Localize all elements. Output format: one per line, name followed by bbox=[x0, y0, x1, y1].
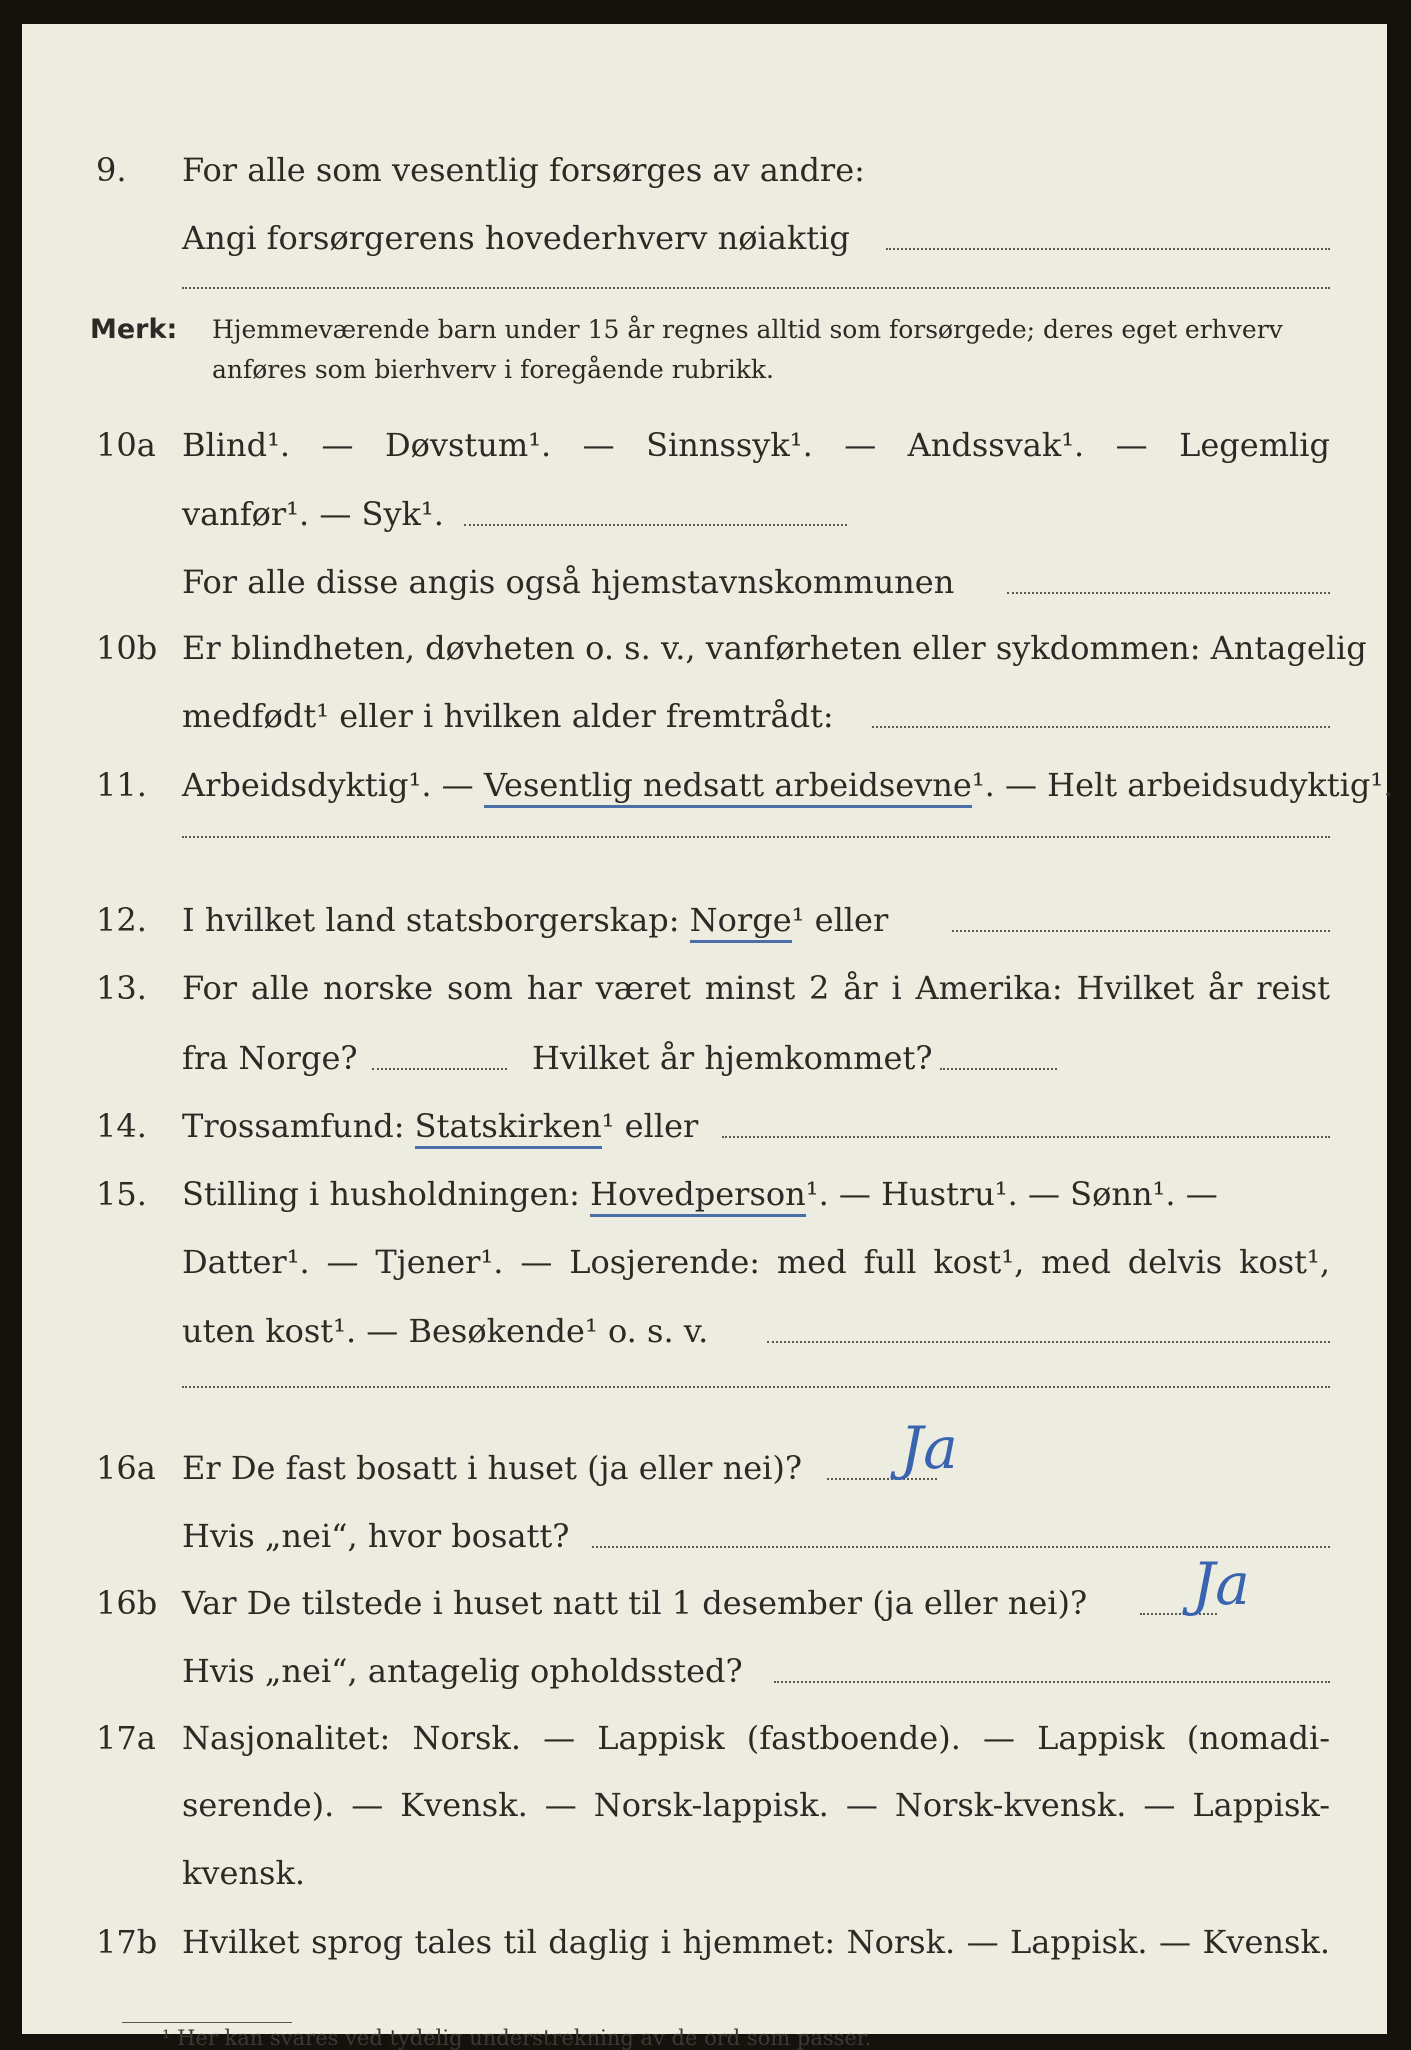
question-text bbox=[182, 765, 1393, 805]
question-number: 10b bbox=[96, 629, 158, 667]
option-text: Trossamfund: bbox=[182, 1107, 415, 1145]
option-text: ¹. — Hustru¹. — Sønn¹. — bbox=[805, 1175, 1218, 1213]
question-number: 15. bbox=[96, 1175, 147, 1213]
question-text: fra Norge? bbox=[182, 1039, 358, 1077]
answer-line[interactable] bbox=[952, 930, 1330, 932]
underlined-option: Statskirken bbox=[415, 1107, 602, 1149]
question-number: 13. bbox=[96, 969, 147, 1007]
question-text bbox=[182, 1174, 1218, 1214]
underlined-option: Vesentlig nedsatt arbeidsevne bbox=[484, 766, 972, 808]
question-number: 11. bbox=[96, 766, 147, 804]
answer-line[interactable] bbox=[1007, 592, 1330, 594]
question-number: 17b bbox=[96, 1923, 158, 1961]
question-number: 9. bbox=[96, 151, 127, 189]
question-text bbox=[182, 1106, 698, 1146]
question-text bbox=[182, 900, 888, 940]
question-number: 16a bbox=[96, 1449, 156, 1487]
answer-line[interactable] bbox=[592, 1546, 1330, 1548]
question-number: 16b bbox=[96, 1584, 158, 1622]
question-number: 17a bbox=[96, 1719, 156, 1757]
question-text: Hvilket sprog tales til daglig i hjemmet: Norsk. — Lappisk. — Kvensk. bbox=[182, 1923, 1330, 1961]
underlined-option: Hovedperson bbox=[590, 1175, 806, 1217]
underlined-option: Norge bbox=[690, 901, 792, 943]
question-text: Var De tilstede i huset natt til 1 desember (ja eller nei)? bbox=[182, 1584, 1088, 1622]
option-text: ¹. — Helt arbeidsudyktig¹. bbox=[971, 766, 1394, 804]
question-number: 14. bbox=[96, 1107, 147, 1145]
answer-line[interactable] bbox=[182, 287, 1330, 289]
answer-line[interactable] bbox=[722, 1136, 1330, 1138]
question-number: 12. bbox=[96, 901, 147, 939]
answer-line[interactable] bbox=[182, 1386, 1330, 1388]
answer-line[interactable] bbox=[774, 1681, 1330, 1683]
census-form-page bbox=[22, 24, 1394, 2050]
question-text: uten kost¹. — Besøkende¹ o. s. v. bbox=[182, 1312, 709, 1350]
merk-text: anføres som bierhverv i foregående rubrikk. bbox=[212, 355, 774, 384]
question-number: 10a bbox=[96, 426, 156, 464]
option-text: ¹ eller bbox=[791, 901, 889, 939]
handwritten-answer: Ja bbox=[1192, 1550, 1250, 1618]
answer-line[interactable] bbox=[767, 1341, 1330, 1343]
question-text: Hvis „nei“, hvor bosatt? bbox=[182, 1517, 570, 1555]
option-text: Stilling i husholdningen: bbox=[182, 1175, 591, 1213]
answer-line[interactable] bbox=[940, 1068, 1057, 1070]
question-text: For alle som vesentlig forsørges av andre: bbox=[182, 151, 865, 189]
question-text: Datter¹. — Tjener¹. — Losjerende: med full kost¹, med delvis kost¹, bbox=[182, 1243, 1330, 1281]
question-text: medfødt¹ eller i hvilken alder fremtrådt: bbox=[182, 697, 834, 735]
footnote-rule bbox=[122, 2022, 292, 2023]
answer-line[interactable] bbox=[464, 524, 847, 526]
question-text: Hvis „nei“, antagelig opholdssted? bbox=[182, 1652, 743, 1690]
question-text: vanfør¹. — Syk¹. bbox=[182, 495, 444, 533]
merk-label: Merk: bbox=[90, 314, 178, 345]
merk-text: Hjemmeværende barn under 15 år regnes alltid som forsørgede; deres eget erhverv bbox=[212, 315, 1283, 344]
question-text: Er De fast bosatt i huset (ja eller nei)? bbox=[182, 1449, 803, 1487]
question-text: For alle disse angis også hjemstavnskommunen bbox=[182, 563, 955, 601]
option-text: I hvilket land statsborgerskap: bbox=[182, 901, 690, 939]
footnote: ¹ Her kan svares ved tydelig understrekning av de ord som passer. bbox=[162, 2026, 872, 2050]
option-text: ¹ eller bbox=[601, 1107, 699, 1145]
handwritten-answer: Ja bbox=[900, 1414, 958, 1482]
question-text: Nasjonalitet: Norsk. — Lappisk (fastboende). — Lappisk (nomadi- bbox=[182, 1719, 1330, 1757]
answer-line[interactable] bbox=[886, 248, 1330, 250]
question-text: serende). — Kvensk. — Norsk-lappisk. — Norsk-kvensk. — Lappisk- bbox=[182, 1786, 1330, 1824]
option-text: Arbeidsdyktig¹. — bbox=[182, 766, 484, 804]
question-text: Er blindheten, døvheten o. s. v., vanførheten eller sykdommen: Antagelig bbox=[182, 629, 1367, 667]
question-text: Hvilket år hjemkommet? bbox=[532, 1039, 933, 1077]
answer-line[interactable] bbox=[872, 726, 1330, 728]
question-text: kvensk. bbox=[182, 1854, 305, 1892]
question-text: Angi forsørgerens hovederhverv nøiaktig bbox=[182, 219, 850, 257]
question-text: Blind¹. — Døvstum¹. — Sinnssyk¹. — Andssvak¹. — Legemlig bbox=[182, 426, 1330, 464]
answer-line[interactable] bbox=[182, 836, 1330, 838]
answer-line[interactable] bbox=[372, 1068, 507, 1070]
question-text: For alle norske som har været minst 2 år i Amerika: Hvilket år reist bbox=[182, 969, 1330, 1007]
